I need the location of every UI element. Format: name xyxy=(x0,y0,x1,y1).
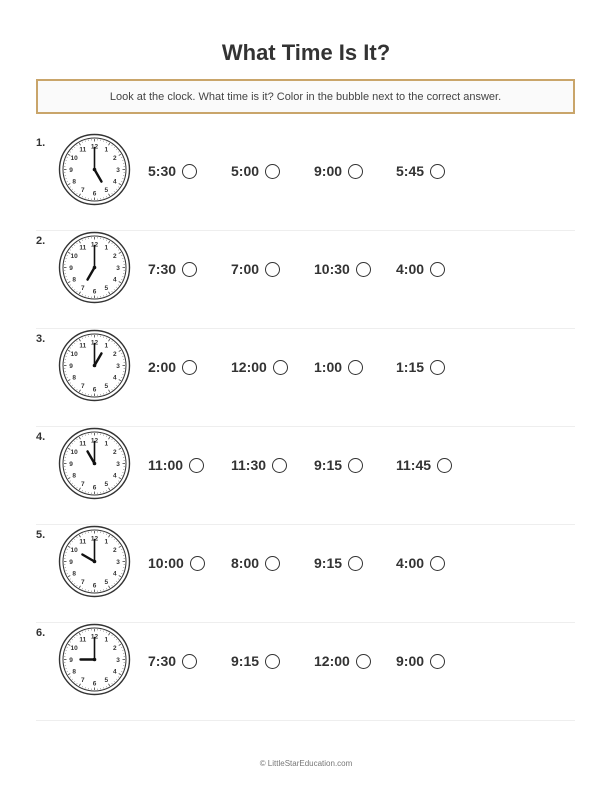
option-label: 5:45 xyxy=(396,163,425,179)
answer-option[interactable] xyxy=(396,553,445,573)
clock-number: 2 xyxy=(113,155,117,163)
clock-center-pin xyxy=(93,266,97,270)
option-label: 9:15 xyxy=(231,653,260,669)
clock-center-pin xyxy=(93,658,97,662)
clock-number: 5 xyxy=(104,383,109,391)
clock-icon xyxy=(58,329,131,402)
clock-number: 10 xyxy=(70,253,78,261)
answer-option[interactable] xyxy=(231,553,280,573)
answer-option[interactable] xyxy=(314,553,363,573)
clock-number: 11 xyxy=(79,636,87,644)
clock-number: 5 xyxy=(104,481,109,489)
instructions-box xyxy=(36,79,575,114)
clock-number: 12 xyxy=(90,437,99,445)
answer-option[interactable] xyxy=(396,455,452,475)
question-number: 6. xyxy=(36,627,46,639)
clock-number: 8 xyxy=(72,178,76,186)
clock-number: 1 xyxy=(104,146,109,154)
clock-number: 9 xyxy=(69,166,73,174)
option-label: 5:00 xyxy=(231,163,260,179)
option-label: 9:15 xyxy=(314,555,343,571)
question-row xyxy=(36,133,575,231)
question-number: 5. xyxy=(36,529,46,541)
clock-number: 7 xyxy=(80,285,85,293)
clock-number: 9 xyxy=(69,264,73,272)
clock-number: 3 xyxy=(116,558,120,566)
answer-bubble[interactable] xyxy=(265,262,280,277)
answer-bubble[interactable] xyxy=(265,556,280,571)
clock-icon xyxy=(58,133,131,206)
answer-option[interactable] xyxy=(396,651,445,671)
option-label: 11:30 xyxy=(231,457,267,473)
clock-number: 7 xyxy=(80,481,85,489)
answer-option[interactable] xyxy=(314,455,363,475)
clock-number: 2 xyxy=(113,253,117,261)
clock-number: 5 xyxy=(104,285,109,293)
clock-number: 2 xyxy=(113,449,117,457)
question-number: 3. xyxy=(36,333,46,345)
option-label: 7:30 xyxy=(148,653,177,669)
copyright-footer: © LittleStarEducation.com xyxy=(259,759,353,768)
clock-icon xyxy=(58,623,131,696)
answer-bubble[interactable] xyxy=(430,654,445,669)
clock-number: 10 xyxy=(70,155,78,163)
answer-option[interactable] xyxy=(396,357,445,377)
answer-bubble[interactable] xyxy=(273,360,288,375)
clock-number: 4 xyxy=(113,668,117,676)
clock-icon xyxy=(58,231,131,304)
clock-number: 5 xyxy=(104,579,109,587)
question-row xyxy=(36,427,575,525)
clock-number: 4 xyxy=(113,570,117,578)
answer-option[interactable] xyxy=(148,161,197,181)
clock-center-pin xyxy=(93,462,97,466)
option-label: 4:00 xyxy=(396,261,425,277)
answer-option[interactable] xyxy=(231,651,280,671)
option-label: 11:00 xyxy=(148,457,184,473)
question-row xyxy=(36,329,575,427)
clock-number: 8 xyxy=(72,276,76,284)
clock-number: 1 xyxy=(104,342,109,350)
answer-bubble[interactable] xyxy=(430,360,445,375)
answer-bubble[interactable] xyxy=(182,654,197,669)
answer-option[interactable] xyxy=(396,161,445,181)
clock-number: 5 xyxy=(104,187,109,195)
clock-number: 9 xyxy=(69,362,73,370)
option-label: 10:30 xyxy=(314,261,350,277)
answer-option[interactable] xyxy=(148,651,197,671)
clock-number: 6 xyxy=(92,582,97,590)
answer-bubble[interactable] xyxy=(182,262,197,277)
clock-number: 10 xyxy=(70,547,78,555)
clock-icon xyxy=(58,427,131,500)
option-label: 7:00 xyxy=(231,261,260,277)
answer-bubble[interactable] xyxy=(430,262,445,277)
question-row xyxy=(36,231,575,329)
clock-number: 1 xyxy=(104,538,109,546)
answer-bubble[interactable] xyxy=(430,556,445,571)
clock-center-pin xyxy=(93,560,97,564)
clock-number: 5 xyxy=(104,677,109,685)
clock-number: 12 xyxy=(90,241,99,249)
option-label: 2:00 xyxy=(148,359,177,375)
answer-bubble[interactable] xyxy=(348,458,363,473)
clock-number: 2 xyxy=(113,351,117,359)
clock-number: 1 xyxy=(104,244,109,252)
clock-number: 8 xyxy=(72,374,76,382)
clock-number: 11 xyxy=(79,146,87,154)
option-label: 1:15 xyxy=(396,359,425,375)
answer-option[interactable] xyxy=(148,553,205,573)
answer-option[interactable] xyxy=(314,161,363,181)
clock-number: 2 xyxy=(113,645,117,653)
option-label: 12:00 xyxy=(314,653,350,669)
clock-number: 1 xyxy=(104,440,109,448)
clock-number: 7 xyxy=(80,677,85,685)
page-title: What Time Is It? xyxy=(221,40,391,65)
question-row xyxy=(36,525,575,623)
answer-bubble[interactable] xyxy=(348,360,363,375)
clock-number: 3 xyxy=(116,264,120,272)
question-row xyxy=(36,623,575,721)
clock-number: 4 xyxy=(113,178,117,186)
option-label: 11:45 xyxy=(396,457,432,473)
option-label: 8:00 xyxy=(231,555,260,571)
answer-option[interactable] xyxy=(314,259,371,279)
clock-number: 9 xyxy=(69,558,73,566)
answer-bubble[interactable] xyxy=(265,164,280,179)
answer-option[interactable] xyxy=(148,455,204,475)
option-label: 1:00 xyxy=(314,359,343,375)
clock-number: 8 xyxy=(72,668,76,676)
question-number: 2. xyxy=(36,235,46,247)
clock-number: 3 xyxy=(116,362,120,370)
clock-number: 12 xyxy=(90,633,99,641)
answer-bubble[interactable] xyxy=(272,458,287,473)
answer-option[interactable] xyxy=(396,259,445,279)
clock-number: 1 xyxy=(104,636,109,644)
clock-number: 9 xyxy=(69,656,73,664)
answer-bubble[interactable] xyxy=(182,360,197,375)
answer-bubble[interactable] xyxy=(265,654,280,669)
clock-number: 6 xyxy=(92,288,97,296)
clock-number: 4 xyxy=(113,276,117,284)
option-label: 12:00 xyxy=(231,359,267,375)
instructions-text: Look at the clock. What time is it? Color in the bubble next to the correct answer. xyxy=(109,90,502,103)
answer-bubble[interactable] xyxy=(356,262,371,277)
question-number: 1. xyxy=(36,137,46,149)
answer-bubble[interactable] xyxy=(348,164,363,179)
clock-number: 12 xyxy=(90,339,99,347)
option-label: 4:00 xyxy=(396,555,425,571)
option-label: 9:00 xyxy=(314,163,343,179)
clock-number: 3 xyxy=(116,166,120,174)
answer-option[interactable] xyxy=(148,357,197,377)
clock-number: 12 xyxy=(90,143,99,151)
option-label: 7:30 xyxy=(148,261,177,277)
clock-number: 9 xyxy=(69,460,73,468)
answer-bubble[interactable] xyxy=(430,164,445,179)
clock-number: 11 xyxy=(79,342,87,350)
clock-number: 11 xyxy=(79,440,87,448)
clock-number: 3 xyxy=(116,460,120,468)
answer-bubble[interactable] xyxy=(189,458,204,473)
answer-bubble[interactable] xyxy=(182,164,197,179)
option-label: 9:15 xyxy=(314,457,343,473)
clock-number: 6 xyxy=(92,484,97,492)
clock-number: 6 xyxy=(92,386,97,394)
clock-number: 8 xyxy=(72,570,76,578)
clock-number: 6 xyxy=(92,680,97,688)
answer-bubble[interactable] xyxy=(356,654,371,669)
answer-bubble[interactable] xyxy=(437,458,452,473)
answer-option[interactable] xyxy=(231,455,287,475)
clock-icon xyxy=(58,525,131,598)
clock-center-pin xyxy=(93,168,97,172)
clock-number: 10 xyxy=(70,351,78,359)
clock-number: 4 xyxy=(113,472,117,480)
answer-option[interactable] xyxy=(314,651,371,671)
answer-bubble[interactable] xyxy=(348,556,363,571)
clock-number: 12 xyxy=(90,535,99,543)
answer-option[interactable] xyxy=(148,259,197,279)
clock-number: 10 xyxy=(70,449,78,457)
clock-number: 7 xyxy=(80,383,85,391)
question-number: 4. xyxy=(36,431,46,443)
clock-number: 3 xyxy=(116,656,120,664)
answer-option[interactable] xyxy=(231,161,280,181)
answer-option[interactable] xyxy=(231,259,280,279)
answer-bubble[interactable] xyxy=(190,556,205,571)
clock-number: 4 xyxy=(113,374,117,382)
clock-number: 11 xyxy=(79,538,87,546)
option-label: 5:30 xyxy=(148,163,177,179)
answer-option[interactable] xyxy=(231,357,288,377)
clock-number: 11 xyxy=(79,244,87,252)
option-label: 10:00 xyxy=(148,555,184,571)
clock-center-pin xyxy=(93,364,97,368)
option-label: 9:00 xyxy=(396,653,425,669)
clock-number: 8 xyxy=(72,472,76,480)
clock-number: 10 xyxy=(70,645,78,653)
clock-number: 7 xyxy=(80,187,85,195)
clock-number: 6 xyxy=(92,190,97,198)
answer-option[interactable] xyxy=(314,357,363,377)
clock-number: 7 xyxy=(80,579,85,587)
clock-number: 2 xyxy=(113,547,117,555)
